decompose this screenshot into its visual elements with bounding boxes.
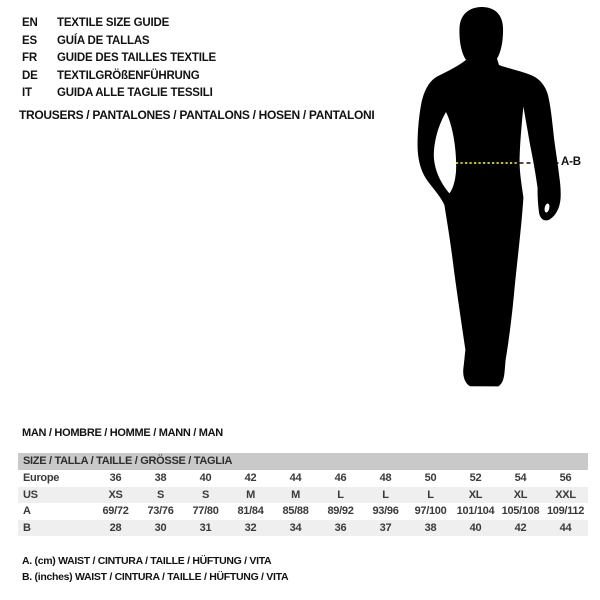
table-cell: S [156,488,165,501]
language-label: GUÍA DE TALLAS [57,34,150,47]
table-cell: 44 [289,472,302,484]
table-cell: L [382,488,389,501]
row-label: US [23,488,38,501]
table-cell: 30 [154,521,167,534]
language-label: GUIDA ALLE TAGLIE TESSILI [57,87,213,100]
language-code: EN [22,17,38,29]
table-cell: M [291,488,300,501]
table-cell: XL [468,488,483,501]
table-cell: 32 [244,521,257,534]
table-cell: 42 [514,521,527,534]
table-cell: 38 [424,521,437,534]
table-row-us [18,487,588,504]
table-cell: 37 [379,521,392,534]
table-cell: 69/72 [102,505,129,517]
table-cell: 38 [154,472,167,484]
table-cell: S [201,488,210,501]
table-cell: 77/80 [192,505,219,517]
table-cell: 40 [199,472,212,484]
table-row-b-inches [18,520,588,537]
table-cell: M [246,488,255,501]
footnotes [22,554,288,585]
table-cell: XL [513,488,528,501]
table-header: SIZE / TALLA / TAILLE / GRÖSSE / TAGLIA [18,453,588,470]
footnote-b: B. (inches) WAIST / CINTURA / TAILLE / HÜFTUNG / VITA [22,570,289,583]
table-cell: 46 [334,472,347,484]
table-cell: 28 [109,521,122,534]
table-cell: XS [108,488,123,501]
table-cell: 93/96 [372,505,399,517]
table-cell: 44 [559,521,572,534]
language-code: DE [22,69,38,82]
language-label: TEXTILE SIZE GUIDE [57,17,170,29]
table-cell: XXL [555,488,576,501]
table-cell: 56 [559,472,572,484]
table-cell: 31 [199,521,212,534]
table-cell: 97/100 [414,505,447,517]
language-code: IT [22,87,32,100]
category-heading: TROUSERS / PANTALONES / PANTALONS / HOSEN / PANTALONI [19,108,375,122]
table-cell: 50 [424,472,437,484]
section-heading: MAN / HOMBRE / HOMME / MANN / MAN [22,427,223,439]
table-row-europe [18,470,588,487]
table-cell: L [337,488,344,501]
row-label: Europe [23,472,60,484]
language-code: ES [22,34,37,47]
row-label: A [23,505,31,517]
table-cell: L [427,488,434,501]
table-cell: 81/84 [237,505,264,517]
table-cell: 85/88 [282,505,309,517]
table-cell: 48 [379,472,392,484]
table-cell: 89/92 [327,505,354,517]
table-cell: 54 [514,472,527,484]
waist-measure-label: A-B [561,156,581,168]
table-cell: 109/112 [546,505,585,517]
table-cell: 34 [289,521,302,534]
language-label: GUIDE DES TAILLES TEXTILE [57,52,216,65]
table-cell: 42 [244,472,257,484]
language-label: TEXTILGRÖßENFÜHRUNG [57,69,200,82]
table-cell: 101/104 [456,505,495,517]
footnote-a: A. (cm) WAIST / CINTURA / TAILLE / HÜFTUNG / VITA [22,555,272,567]
table-row-a-cm [18,503,588,520]
table-cell: 36 [334,521,347,534]
man-silhouette [418,7,561,386]
table-cell: 40 [469,521,482,534]
table-cell: 52 [469,472,482,484]
size-table [18,453,588,536]
row-label: B [23,521,31,534]
table-cell: 105/108 [501,505,540,517]
language-code: FR [22,52,37,65]
table-cell: 73/76 [147,505,174,517]
table-cell: 36 [109,472,122,484]
